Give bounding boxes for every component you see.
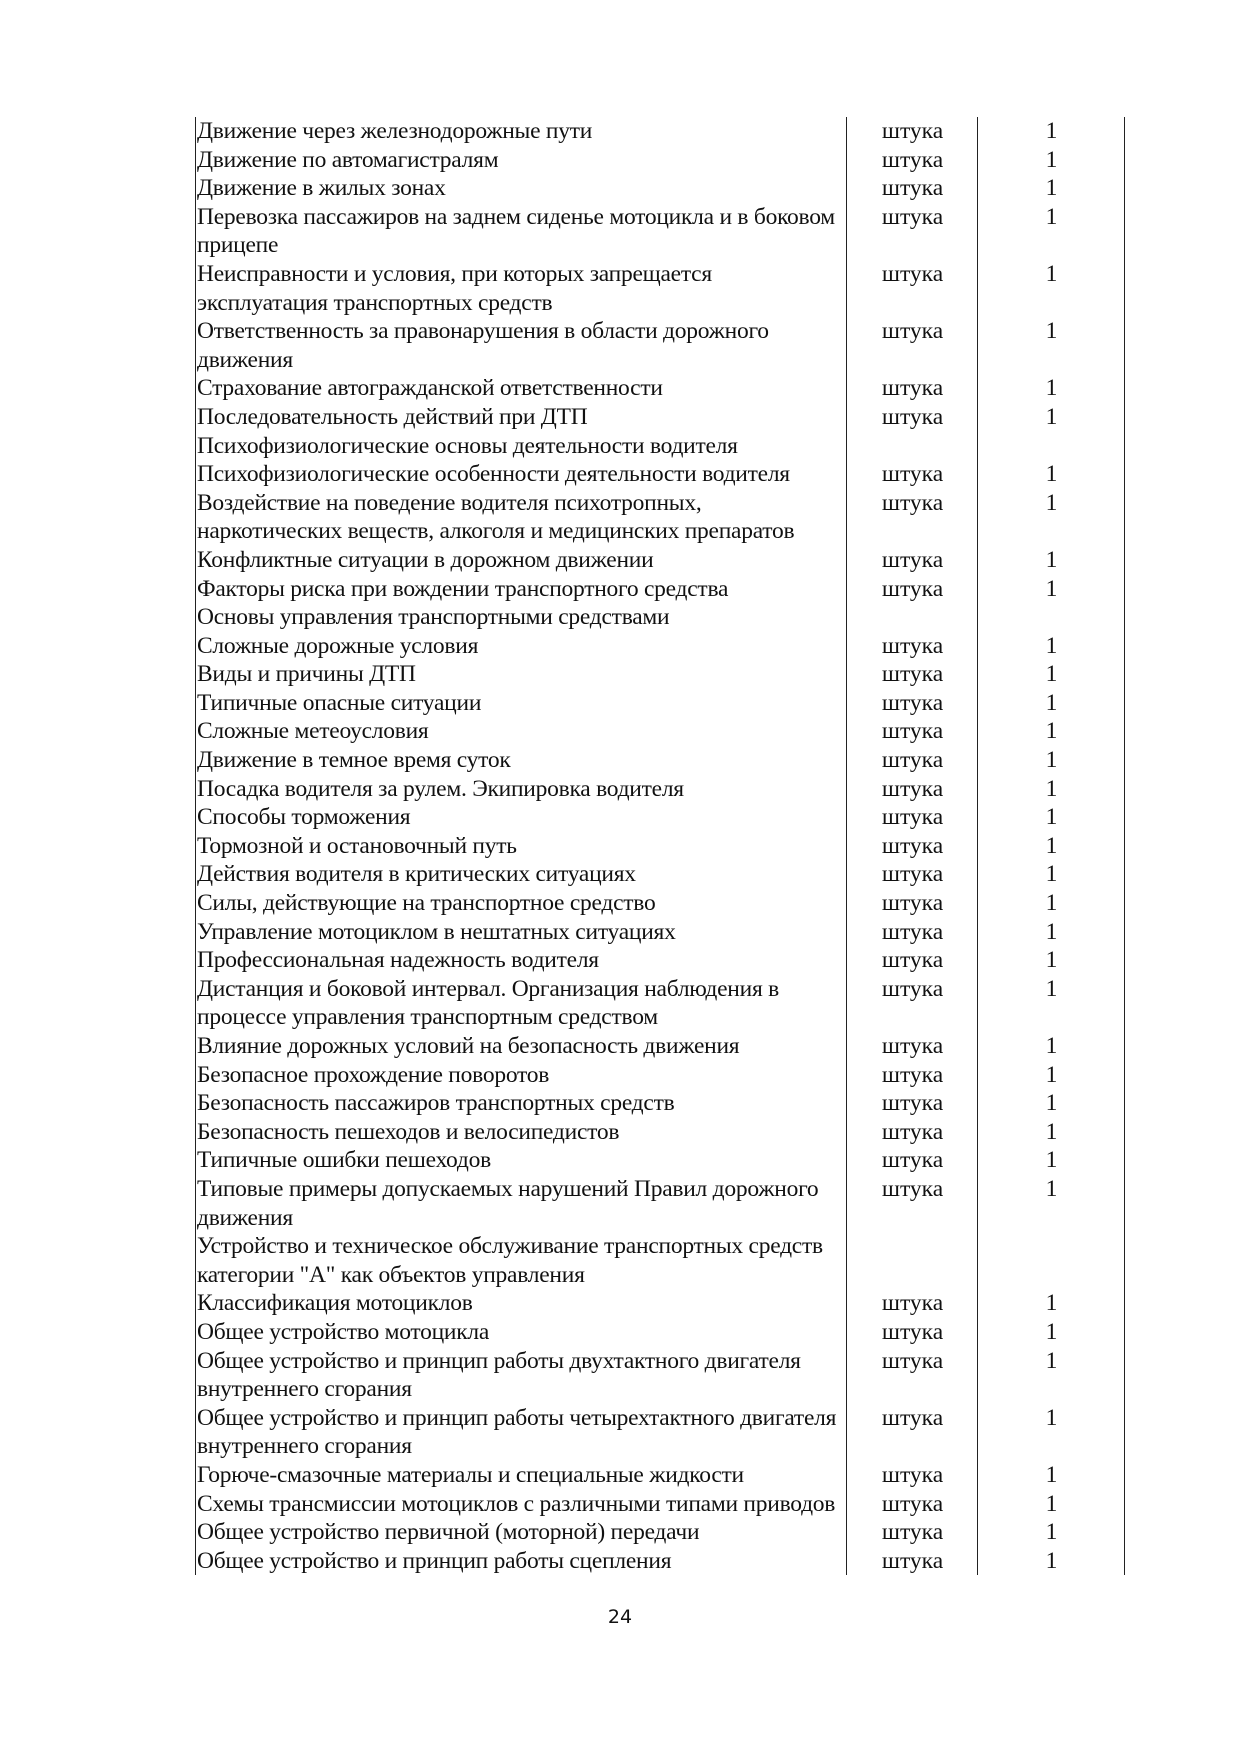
item-quantity-cell: 1 — [978, 575, 1125, 604]
item-quantity-cell: 1 — [978, 889, 1125, 918]
item-unit-cell: штука — [847, 146, 978, 175]
item-name-cell: Горюче-смазочные материалы и специальные жидкости — [196, 1461, 847, 1490]
item-unit-cell: штука — [847, 918, 978, 947]
item-unit-cell: штука — [847, 889, 978, 918]
item-quantity-cell: 1 — [978, 975, 1125, 1032]
item-name-cell: Движение через железнодорожные пути — [196, 117, 847, 146]
item-unit-cell: штука — [847, 546, 978, 575]
item-unit-cell: штука — [847, 860, 978, 889]
table-row — [196, 1318, 1125, 1347]
item-name-cell: Страхование автогражданской ответственности — [196, 374, 847, 403]
page-number: 24 — [607, 1606, 633, 1628]
item-quantity-cell: 1 — [978, 632, 1125, 661]
item-unit-cell: штука — [847, 975, 978, 1032]
item-unit-cell: штука — [847, 1347, 978, 1404]
item-unit-cell: штука — [847, 317, 978, 374]
item-unit-cell: штука — [847, 203, 978, 260]
table-row — [196, 689, 1125, 718]
item-unit-cell: штука — [847, 1118, 978, 1147]
item-name-cell: Общее устройство и принцип работы четырехтактного двигателя внутреннего сгорания — [196, 1404, 847, 1461]
item-name-cell: Перевозка пассажиров на заднем сиденье мотоцикла и в боковом прицепе — [196, 203, 847, 260]
table-row — [196, 403, 1125, 432]
item-quantity-cell: 1 — [978, 174, 1125, 203]
item-unit-cell: штука — [847, 460, 978, 489]
item-unit-cell: штука — [847, 1318, 978, 1347]
item-quantity-cell: 1 — [978, 1175, 1125, 1232]
item-name-cell: Ответственность за правонарушения в области дорожного движения — [196, 317, 847, 374]
table-row — [196, 1461, 1125, 1490]
table-row — [196, 1118, 1125, 1147]
item-name-cell: Силы, действующие на транспортное средство — [196, 889, 847, 918]
item-quantity-cell: 1 — [978, 1146, 1125, 1175]
item-quantity-cell: 1 — [978, 146, 1125, 175]
table-row — [196, 1089, 1125, 1118]
table-row — [196, 975, 1125, 1032]
item-name-cell: Типичные ошибки пешеходов — [196, 1146, 847, 1175]
item-name-cell: Общее устройство первичной (моторной) передачи — [196, 1518, 847, 1547]
item-unit-cell: штука — [847, 946, 978, 975]
item-name-cell: Общее устройство мотоцикла — [196, 1318, 847, 1347]
table-row — [196, 1146, 1125, 1175]
table-row — [196, 889, 1125, 918]
item-unit-cell: штука — [847, 1518, 978, 1547]
item-unit-cell: штука — [847, 632, 978, 661]
item-quantity-cell: 1 — [978, 460, 1125, 489]
table-row — [196, 489, 1125, 546]
item-quantity-cell: 1 — [978, 1490, 1125, 1519]
item-name-cell: Психофизиологические основы деятельности водителя — [196, 432, 847, 461]
item-quantity-cell: 1 — [978, 546, 1125, 575]
item-name-cell: Основы управления транспортными средствами — [196, 603, 847, 632]
table-row — [196, 1061, 1125, 1090]
table-row — [196, 1490, 1125, 1519]
table-row — [196, 832, 1125, 861]
item-name-cell: Неисправности и условия, при которых запрещается эксплуатация транспортных средств — [196, 260, 847, 317]
item-quantity-cell: 1 — [978, 489, 1125, 546]
table-row — [196, 660, 1125, 689]
table-row — [196, 374, 1125, 403]
item-name-cell: Движение по автомагистралям — [196, 146, 847, 175]
item-quantity-cell — [978, 603, 1125, 632]
item-unit-cell: штука — [847, 803, 978, 832]
item-name-cell: Дистанция и боковой интервал. Организация наблюдения в процессе управления транспортным средством — [196, 975, 847, 1032]
item-quantity-cell: 1 — [978, 775, 1125, 804]
item-quantity-cell: 1 — [978, 746, 1125, 775]
item-unit-cell: штука — [847, 1289, 978, 1318]
item-unit-cell: штука — [847, 832, 978, 861]
table-row — [196, 432, 1125, 461]
item-quantity-cell: 1 — [978, 832, 1125, 861]
table-row — [196, 1347, 1125, 1404]
item-name-cell: Безопасность пассажиров транспортных средств — [196, 1089, 847, 1118]
item-quantity-cell: 1 — [978, 803, 1125, 832]
item-unit-cell: штука — [847, 489, 978, 546]
item-name-cell: Воздействие на поведение водителя психотропных, наркотических веществ, алкоголя и медицинских препаратов — [196, 489, 847, 546]
equipment-table — [195, 117, 1125, 1575]
item-unit-cell: штука — [847, 746, 978, 775]
item-unit-cell: штука — [847, 1547, 978, 1576]
table-row — [196, 1547, 1125, 1576]
item-unit-cell: штука — [847, 1089, 978, 1118]
table-row — [196, 632, 1125, 661]
item-unit-cell: штука — [847, 717, 978, 746]
table-row — [196, 1289, 1125, 1318]
item-quantity-cell: 1 — [978, 203, 1125, 260]
item-quantity-cell: 1 — [978, 860, 1125, 889]
item-unit-cell: штука — [847, 1146, 978, 1175]
item-quantity-cell: 1 — [978, 317, 1125, 374]
item-quantity-cell: 1 — [978, 1289, 1125, 1318]
item-unit-cell — [847, 432, 978, 461]
table-row — [196, 575, 1125, 604]
item-unit-cell: штука — [847, 117, 978, 146]
item-unit-cell: штука — [847, 689, 978, 718]
item-quantity-cell: 1 — [978, 1061, 1125, 1090]
item-quantity-cell: 1 — [978, 660, 1125, 689]
table-row — [196, 1518, 1125, 1547]
item-quantity-cell: 1 — [978, 1404, 1125, 1461]
item-quantity-cell: 1 — [978, 1518, 1125, 1547]
item-quantity-cell: 1 — [978, 1347, 1125, 1404]
item-name-cell: Виды и причины ДТП — [196, 660, 847, 689]
table-row — [196, 860, 1125, 889]
item-unit-cell: штука — [847, 1461, 978, 1490]
item-quantity-cell — [978, 1232, 1125, 1289]
item-name-cell: Общее устройство и принцип работы двухтактного двигателя внутреннего сгорания — [196, 1347, 847, 1404]
table-row — [196, 317, 1125, 374]
item-unit-cell: штука — [847, 1175, 978, 1232]
item-quantity-cell: 1 — [978, 403, 1125, 432]
item-quantity-cell: 1 — [978, 1118, 1125, 1147]
table-row — [196, 717, 1125, 746]
item-unit-cell: штука — [847, 403, 978, 432]
item-unit-cell: штука — [847, 660, 978, 689]
item-quantity-cell: 1 — [978, 1461, 1125, 1490]
item-unit-cell: штука — [847, 374, 978, 403]
item-unit-cell: штука — [847, 1490, 978, 1519]
table-row — [196, 146, 1125, 175]
item-quantity-cell: 1 — [978, 117, 1125, 146]
table-row — [196, 174, 1125, 203]
item-name-cell: Влияние дорожных условий на безопасность движения — [196, 1032, 847, 1061]
item-quantity-cell — [978, 432, 1125, 461]
item-name-cell: Безопасность пешеходов и велосипедистов — [196, 1118, 847, 1147]
item-name-cell: Движение в темное время суток — [196, 746, 847, 775]
item-unit-cell: штука — [847, 575, 978, 604]
item-name-cell: Способы торможения — [196, 803, 847, 832]
item-name-cell: Психофизиологические особенности деятельности водителя — [196, 460, 847, 489]
table-row — [196, 1232, 1125, 1289]
item-unit-cell: штука — [847, 260, 978, 317]
table-row — [196, 260, 1125, 317]
item-quantity-cell: 1 — [978, 1032, 1125, 1061]
item-name-cell: Действия водителя в критических ситуациях — [196, 860, 847, 889]
item-name-cell: Факторы риска при вождении транспортного средства — [196, 575, 847, 604]
item-quantity-cell: 1 — [978, 918, 1125, 947]
item-unit-cell — [847, 603, 978, 632]
table-row — [196, 803, 1125, 832]
item-name-cell: Общее устройство и принцип работы сцепления — [196, 1547, 847, 1576]
item-quantity-cell: 1 — [978, 717, 1125, 746]
table-row — [196, 1032, 1125, 1061]
item-name-cell: Посадка водителя за рулем. Экипировка водителя — [196, 775, 847, 804]
table-row — [196, 746, 1125, 775]
item-quantity-cell: 1 — [978, 260, 1125, 317]
item-unit-cell: штука — [847, 1061, 978, 1090]
item-unit-cell: штука — [847, 1032, 978, 1061]
table-row — [196, 918, 1125, 947]
item-name-cell: Управление мотоциклом в нештатных ситуациях — [196, 918, 847, 947]
item-unit-cell: штука — [847, 174, 978, 203]
item-name-cell: Последовательность действий при ДТП — [196, 403, 847, 432]
table-row — [196, 1404, 1125, 1461]
item-unit-cell: штука — [847, 775, 978, 804]
table-row — [196, 603, 1125, 632]
item-name-cell: Профессиональная надежность водителя — [196, 946, 847, 975]
item-name-cell: Типичные опасные ситуации — [196, 689, 847, 718]
item-unit-cell — [847, 1232, 978, 1289]
item-quantity-cell: 1 — [978, 689, 1125, 718]
item-quantity-cell: 1 — [978, 1089, 1125, 1118]
item-name-cell: Сложные метеоусловия — [196, 717, 847, 746]
table-row — [196, 203, 1125, 260]
table-row — [196, 775, 1125, 804]
item-quantity-cell: 1 — [978, 1547, 1125, 1576]
item-name-cell: Тормозной и остановочный путь — [196, 832, 847, 861]
table-body — [196, 117, 1125, 1575]
table-row — [196, 117, 1125, 146]
item-unit-cell: штука — [847, 1404, 978, 1461]
item-name-cell: Конфликтные ситуации в дорожном движении — [196, 546, 847, 575]
item-name-cell: Сложные дорожные условия — [196, 632, 847, 661]
table-row — [196, 546, 1125, 575]
table-row — [196, 1175, 1125, 1232]
item-name-cell: Классификация мотоциклов — [196, 1289, 847, 1318]
item-name-cell: Схемы трансмиссии мотоциклов с различными типами приводов — [196, 1490, 847, 1519]
item-quantity-cell: 1 — [978, 946, 1125, 975]
item-quantity-cell: 1 — [978, 374, 1125, 403]
item-name-cell: Безопасное прохождение поворотов — [196, 1061, 847, 1090]
table-row — [196, 460, 1125, 489]
table-row — [196, 946, 1125, 975]
item-name-cell: Движение в жилых зонах — [196, 174, 847, 203]
item-name-cell: Устройство и техническое обслуживание транспортных средств категории "А" как объектов управления — [196, 1232, 847, 1289]
item-quantity-cell: 1 — [978, 1318, 1125, 1347]
item-name-cell: Типовые примеры допускаемых нарушений Правил дорожного движения — [196, 1175, 847, 1232]
